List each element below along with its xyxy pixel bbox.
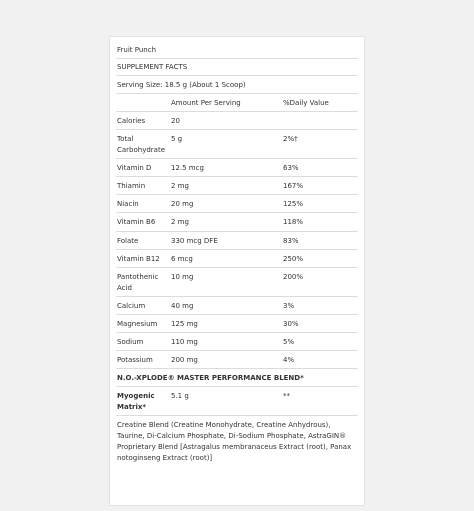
nutrient-name: Folate <box>117 237 139 245</box>
serving-size: Serving Size: 18.5 g (About 1 Scoop) <box>117 81 246 89</box>
nutrient-name: Pantothenic Acid <box>117 273 159 292</box>
ingredients-text: Creatine Blend (Creatine Monohydrate, Creatine Anhydrous), Taurine, Di-Calcium Phosphate, Di-Sodium Phosphate, AstraGIN® Proprietary Blend [Astragalus membranaceus Extract (root), Panax notoginseng Extract (root)] <box>117 421 352 462</box>
nutrient-daily-value: 200% <box>283 273 304 281</box>
nutrient-name: Vitamin B12 <box>117 255 160 263</box>
nutrient-name: Niacin <box>117 200 139 208</box>
nutrient-amount: 40 mg <box>171 302 194 310</box>
nutrient-daily-value: 30% <box>283 320 299 328</box>
nutrient-daily-value: 125% <box>283 200 304 208</box>
nutrient-amount: 330 mcg DFE <box>171 237 218 245</box>
nutrient-name: Total Carbohydrate <box>117 135 166 154</box>
nutrient-row <box>116 213 358 232</box>
nutrient-row <box>116 268 358 297</box>
nutrient-row <box>116 195 358 213</box>
nutrient-row <box>116 112 358 130</box>
nutrient-row <box>116 351 358 369</box>
nutrient-name: Potassium <box>117 356 153 364</box>
nutrient-amount: 12.5 mcg <box>171 164 204 172</box>
nutrient-name: Sodium <box>117 338 144 346</box>
nutrient-amount: 6 mcg <box>171 255 193 263</box>
nutrient-row <box>116 232 358 250</box>
nutrient-daily-value: 63% <box>283 164 299 172</box>
nutrient-amount: 2 mg <box>171 218 189 226</box>
nutrient-row <box>116 159 358 177</box>
nutrient-daily-value: 5% <box>283 338 295 346</box>
nutrient-row <box>116 315 358 333</box>
nutrient-daily-value: 83% <box>283 237 299 245</box>
nutrient-amount: 125 mg <box>171 320 198 328</box>
serving-size-row <box>116 76 358 94</box>
nutrient-row <box>116 333 358 351</box>
nutrient-daily-value: 167% <box>283 182 304 190</box>
supplement-facts-heading: SUPPLEMENT FACTS <box>117 63 188 71</box>
blend-amount: 5.1 g <box>171 392 189 400</box>
blend-title: N.O.-XPLODE® MASTER PERFORMANCE BLEND* <box>117 374 304 382</box>
blend-title-row <box>116 369 358 387</box>
ingredients-row <box>116 416 358 470</box>
amount-per-serving-header: Amount Per Serving <box>171 99 241 107</box>
nutrient-daily-value: 3% <box>283 302 295 310</box>
nutrient-name: Magnesium <box>117 320 158 328</box>
nutrient-row <box>116 177 358 195</box>
nutrient-amount: 10 mg <box>171 273 194 281</box>
nutrient-amount: 110 mg <box>171 338 198 346</box>
flavor-row <box>116 42 358 59</box>
nutrient-amount: 20 <box>171 117 180 125</box>
nutrient-name: Thiamin <box>117 182 146 190</box>
nutrient-name: Vitamin D <box>117 164 152 172</box>
nutrient-name: Calories <box>117 117 146 125</box>
column-header-row <box>116 94 358 112</box>
nutrient-name: Vitamin B6 <box>117 218 156 226</box>
nutrient-row <box>116 297 358 315</box>
nutrient-daily-value: 250% <box>283 255 304 263</box>
nutrient-amount: 2 mg <box>171 182 189 190</box>
blend-name: Myogenic Matrix* <box>117 392 155 411</box>
nutrient-daily-value: 2%† <box>283 135 298 143</box>
nutrient-name: Calcium <box>117 302 146 310</box>
heading-row <box>116 59 358 76</box>
supplement-facts-panel <box>109 36 365 506</box>
blend-row <box>116 387 358 416</box>
flavor-label: Fruit Punch <box>117 46 157 54</box>
daily-value-header: %Daily Value <box>283 99 329 107</box>
blend-daily-value: ** <box>283 392 290 400</box>
nutrient-row <box>116 250 358 268</box>
nutrient-amount: 20 mg <box>171 200 194 208</box>
nutrient-amount: 5 g <box>171 135 183 143</box>
nutrient-daily-value: 4% <box>283 356 295 364</box>
nutrient-daily-value: 118% <box>283 218 304 226</box>
nutrient-row <box>116 130 358 159</box>
nutrient-amount: 200 mg <box>171 356 198 364</box>
